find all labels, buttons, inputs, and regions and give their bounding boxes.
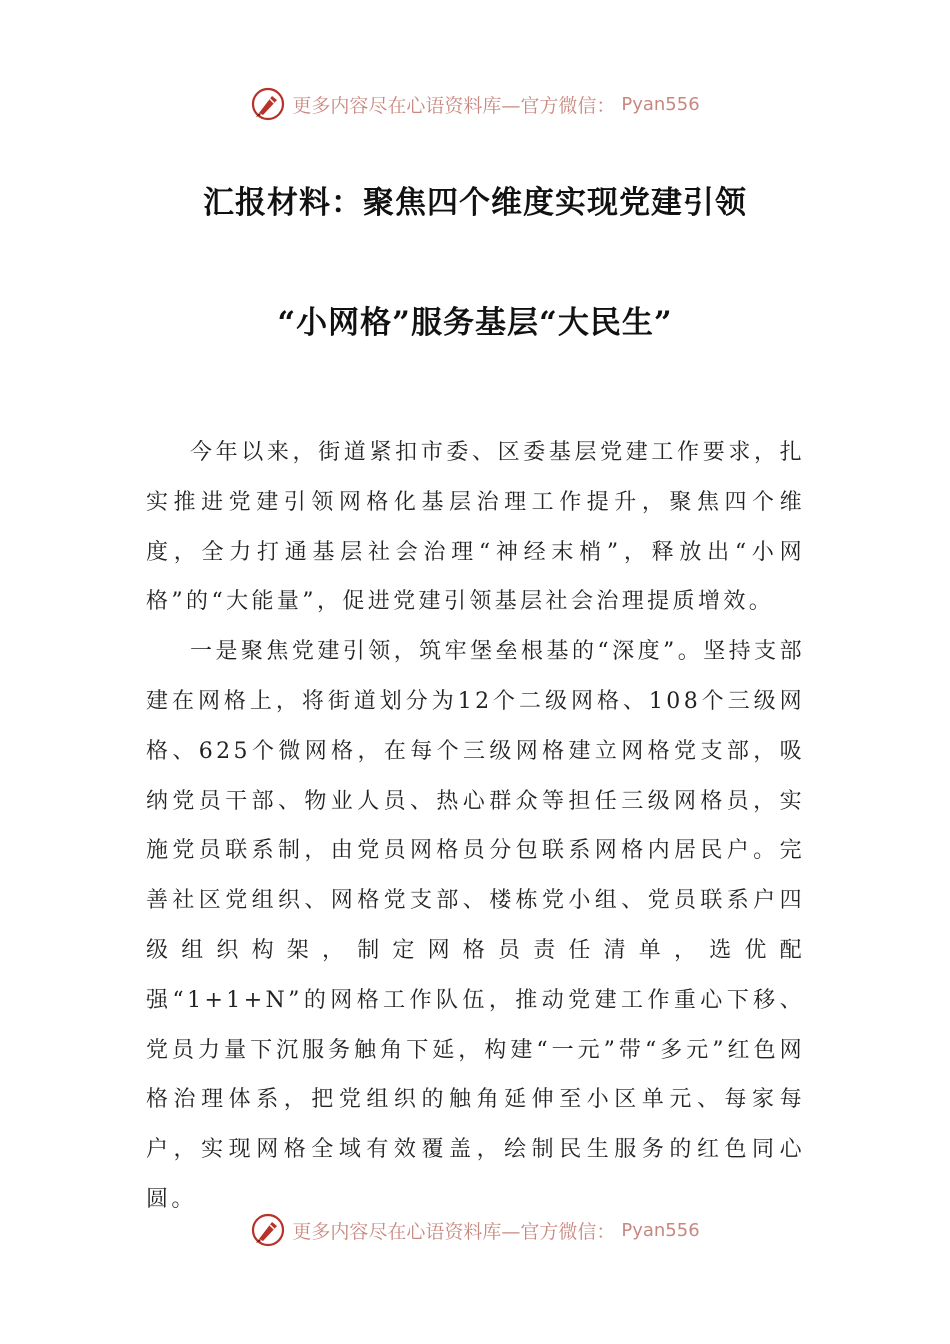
header-wechat-id: Pyan556 <box>621 93 700 115</box>
pen-nib-logo-icon <box>250 1212 286 1248</box>
header-banner-text: 更多内容尽在心语资料库—官方微信： <box>292 94 616 117</box>
footer-banner-text: 更多内容尽在心语资料库—官方微信： <box>292 1220 616 1243</box>
page-title-line-1: 汇报材料：聚焦四个维度实现党建引领 <box>203 185 747 221</box>
paragraph-intro: 今年以来，街道紧扣市委、区委基层党建工作要求，扎实推进党建引领网格化基层治理工作提升，聚焦四个维度，全力打通基层社会治理“神经末梢”，释放出“小网格”的“大能量”，促进党建引领基层社会治理提质增效。 <box>146 440 805 615</box>
page-title-line-2: “小网格”服务基层“大民生” <box>277 305 673 341</box>
pen-nib-logo-icon <box>250 86 286 122</box>
header-banner <box>0 84 950 124</box>
paragraph-point-one: 一是聚焦党建引领，筑牢堡垒根基的“深度”。坚持支部建在网格上，将街道划分为12个二级网格、108个三级网格、625个微网格，在每个三级网格建立网格党支部，吸纳党员干部、物业人员、热心群众等担任三级网格员，实施党员联系制，由党员网格员分包联系网格内居民户。完善社区党组织、网格党支部、楼栋党小组、党员联系户四级组织构架，制定网格员责任清单，选优配强“1+1+N”的网格工作队伍，推动党建工作重心下移、党员力量下沉服务触角下延，构建“一元”带“多元”红色网格治理体系，把党组织的触角延伸至小区单元、每家每户，实现网格全域有效覆盖，绘制民生服务的红色同心圆。 <box>146 639 805 1212</box>
footer-banner <box>0 1210 950 1250</box>
document-body <box>146 428 805 1225</box>
footer-wechat-id: Pyan556 <box>621 1219 700 1241</box>
